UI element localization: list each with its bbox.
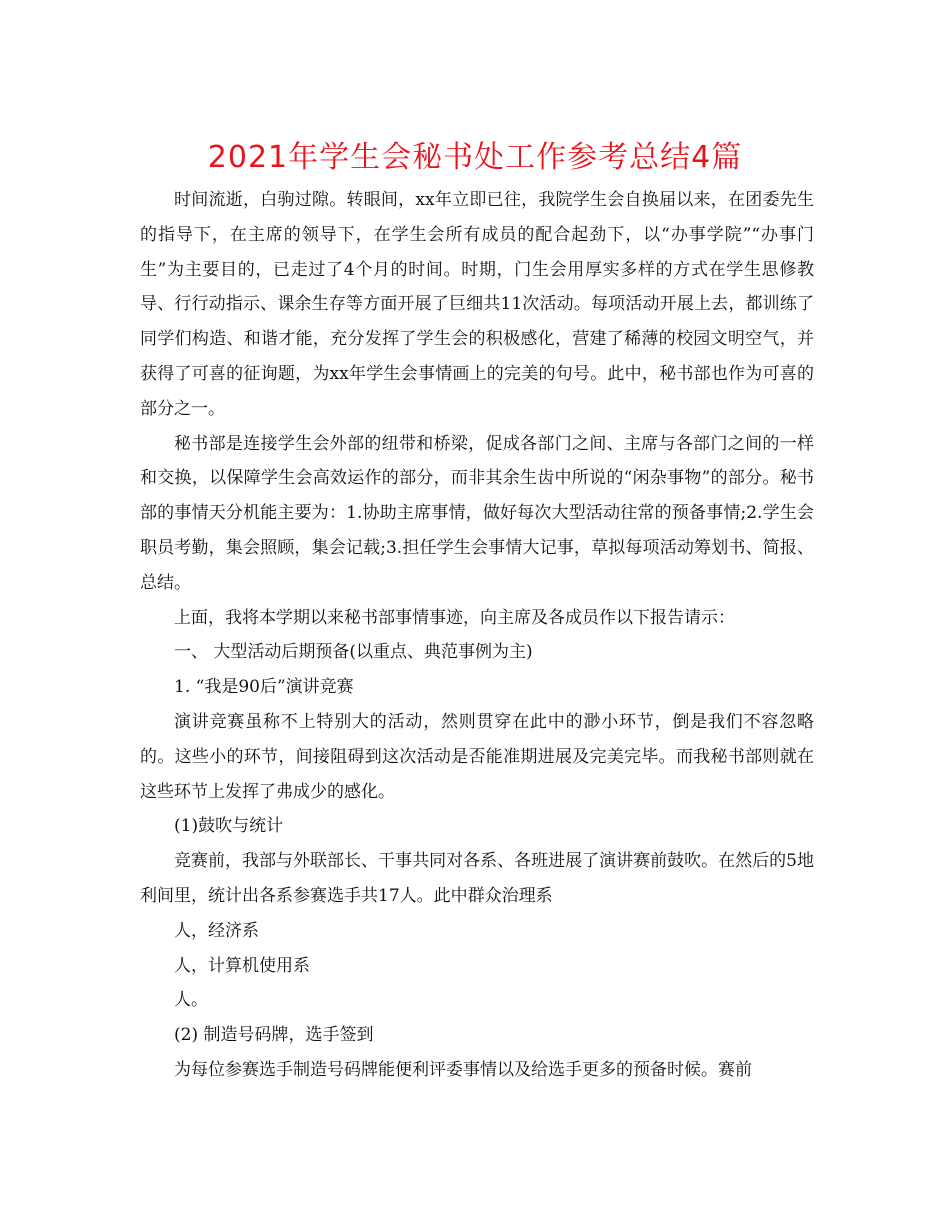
paragraph-intro: 时间流逝，白驹过隙。转眼间，xx年立即已往，我院学生会自换届以来，在团委先生的指导下，在主席的领导下，在学生会所有成员的配合起劲下，以“办事学院”“办事门生”为主要目的，已走过了4个月的时间。时期，门生会用厚实多样的方式在学生思修教导、行行动指示、课余生存等方面开展了巨细共11次活动。每项活动开展上去，都训练了同学们构造、和谐才能，充分发挥了学生会的积极感化，营建了稀薄的校园文明空气，并获得了可喜的征询题，为xx年学生会事情画上的完美的句号。此中，秘书部也作为可喜的部分之一。 (140, 190, 814, 419)
paragraph-count-economics: 人，经济系 (174, 920, 259, 941)
paragraph-count-end: 人。 (174, 990, 208, 1011)
paragraph-number-plates: 为每位参赛选手制造号码牌能便利评委事情以及给选手更多的预备时候。赛前 (174, 1059, 752, 1080)
subsection-heading-speech-contest: 1. “我是90后”演讲竞赛 (174, 677, 354, 698)
paragraph-secretariat-role: 秘书部是连接学生会外部的纽带和桥梁，促成各部门之间、主席与各部门之间的一样和交换，以保障学生会高效运作的部分，而非其余生齿中所说的“闲杂事物”的部分。秘书部的事情天分机能主要为：1.协助主席事情，做好每次大型活动往常的预备事情;2.学生会职员考勤，集会照顾，集会记载;3.担任学生会事情大记事，草拟每项活动筹划书、简报、总结。 (140, 433, 814, 593)
paragraph-report-lead: 上面，我将本学期以来秘书部事情事迹，向主席及各成员作以下报告请示： (174, 607, 735, 628)
paragraph-publicity: 竞赛前，我部与外联部长、干事共同对各系、各班进展了演讲赛前鼓吹。在然后的5地利间里，统计出各系参赛选手共17人。此中群众治理系 (140, 851, 814, 906)
document-body (140, 183, 814, 1088)
section-heading-1: 一、 大型活动后期预备(以重点、典范事例为主) (174, 642, 533, 663)
item-heading-publicity: (1)鼓吹与统计 (174, 816, 284, 837)
paragraph-count-computer: 人，计算机使用系 (174, 955, 310, 976)
paragraph-speech-contest: 演讲竞赛虽称不上特别大的活动，然则贯穿在此中的渺小环节，倒是我们不容忽略的。这些小的环节，间接阻碍到这次活动是否能准期进展及完美完毕。而我秘书部则就在这些环节上发挥了弗成少的感化。 (140, 711, 814, 802)
item-heading-number-plates: (2) 制造号码牌，选手签到 (174, 1025, 374, 1046)
document-title: 2021年学生会秘书处工作参考总结4篇 (207, 140, 743, 175)
